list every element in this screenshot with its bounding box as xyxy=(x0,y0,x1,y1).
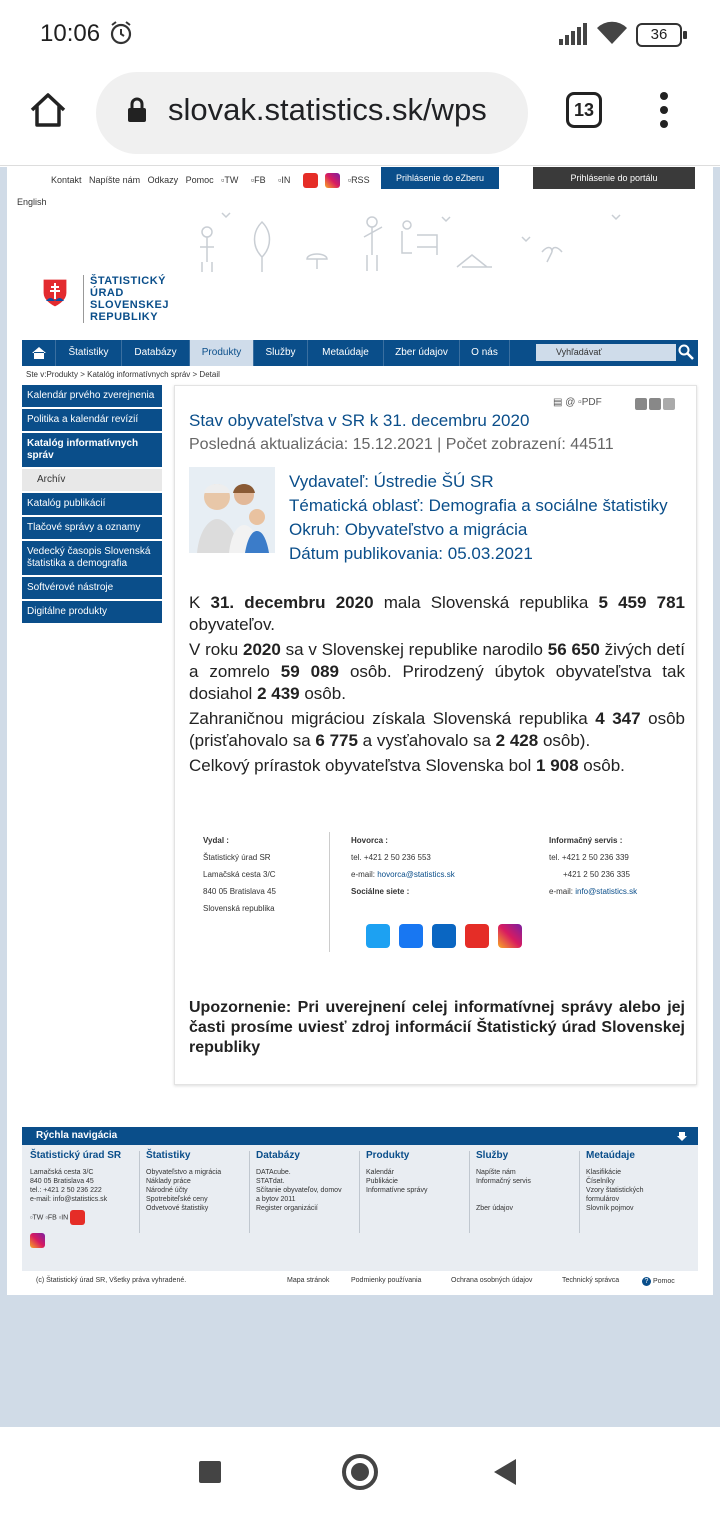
pdf-link[interactable]: ▫PDF xyxy=(578,397,602,408)
paragraph: Celkový prírastok obyvateľstva Slovenska bol 1 908 osôb. xyxy=(189,756,625,775)
help-link[interactable]: ? Pomoc xyxy=(642,1277,675,1286)
instagram-icon[interactable] xyxy=(498,924,522,948)
divider xyxy=(139,1151,140,1233)
quicknav-col xyxy=(256,1151,342,1213)
footer-link[interactable]: Ochrana osobných údajov xyxy=(451,1277,533,1284)
quicknav-heading[interactable]: Metaúdaje xyxy=(586,1150,635,1161)
search-icon[interactable] xyxy=(678,344,694,360)
quicknav-link[interactable]: Obyvateľstvo a migrácia xyxy=(146,1169,222,1176)
quicknav-col xyxy=(366,1151,427,1195)
sidenav-item[interactable]: Vedecký časopis Slovenská štatistika a demografia xyxy=(22,541,162,577)
quicknav-link[interactable]: Sčítanie obyvateľov, domov xyxy=(256,1187,342,1194)
search-input[interactable]: Vyhľadávať xyxy=(536,344,676,361)
quicknav-link[interactable]: STATdat. xyxy=(256,1178,285,1185)
article-updated: Posledná aktualizácia: 15.12.2021 | Počet zobrazení: 44511 xyxy=(189,436,614,453)
twitter-link[interactable]: ▫TW xyxy=(221,174,239,185)
quicknav-col xyxy=(586,1151,644,1213)
contact-line: +421 2 50 236 335 xyxy=(563,870,630,879)
footer-link[interactable]: Podmienky používania xyxy=(351,1277,422,1284)
spacer xyxy=(476,1195,531,1204)
instagram-icon[interactable] xyxy=(30,1233,45,1248)
sidenav-item[interactable]: Kalendár prvého zverejnenia xyxy=(22,385,162,409)
print-icon[interactable]: ▤ xyxy=(553,397,563,408)
quicknav-link[interactable]: Informačný servis xyxy=(476,1178,531,1185)
footer xyxy=(22,1271,698,1291)
alarm-icon xyxy=(108,20,134,46)
spacer xyxy=(476,1186,531,1195)
quick-navigation-title: Rýchla navigácia xyxy=(36,1130,118,1141)
contact-line: e-mail: hovorca@statistics.sk xyxy=(351,870,455,879)
contact-heading: Informačný servis : xyxy=(549,836,623,845)
logo-line: SLOVENSKEJ xyxy=(90,299,169,311)
rss-link[interactable]: ▫RSS xyxy=(347,174,370,185)
quicknav-col xyxy=(30,1151,121,1248)
meta-topic: Tématická oblasť: Demografia a sociálne štatistiky xyxy=(289,496,668,515)
facebook-link[interactable]: ▫FB xyxy=(250,174,266,185)
footer-link[interactable]: Mapa stránok xyxy=(287,1277,330,1284)
ezber-login-button[interactable]: Prihlásenie do eZberu xyxy=(381,167,499,189)
quicknav-link[interactable]: formulárov xyxy=(586,1196,620,1203)
facebook-icon[interactable] xyxy=(399,924,423,948)
logo-line: ŠTATISTICKÝ xyxy=(90,275,166,287)
logo-line: ÚRAD xyxy=(90,287,124,299)
quicknav-link[interactable]: Vzory štatistických xyxy=(586,1187,644,1194)
quicknav-link[interactable]: Národné účty xyxy=(146,1187,188,1194)
sidenav-item[interactable]: Softvérové nástroje xyxy=(22,577,162,601)
divider xyxy=(469,1151,470,1233)
sidenav-item[interactable]: Tlačové správy a oznamy xyxy=(22,517,162,541)
quicknav-heading[interactable]: Štatistiky xyxy=(146,1150,191,1161)
share-icons[interactable] xyxy=(635,398,677,410)
article-title: Stav obyvateľstva v SR k 31. decembru 2020 xyxy=(189,411,530,430)
android-nav-bar xyxy=(0,1427,720,1520)
quicknav-heading[interactable]: Služby xyxy=(476,1150,509,1161)
meta-publisher: Vydavateľ: Ústredie ŠÚ SR xyxy=(289,472,494,491)
divider xyxy=(329,832,330,952)
quicknav-link[interactable]: a bytov 2011 xyxy=(256,1196,296,1203)
quicknav-social-2 xyxy=(30,1233,121,1248)
meta-area: Okruh: Obyvateľstvo a migrácia xyxy=(289,520,528,539)
sidenav-item[interactable]: Digitálne produkty xyxy=(22,601,162,625)
quicknav-link[interactable]: Odvetvové štatistiky xyxy=(146,1205,209,1212)
contact-line: Slovenská republika xyxy=(203,904,275,913)
contact-line: 840 05 Bratislava 45 xyxy=(203,887,276,896)
download-arrow-icon[interactable] xyxy=(676,1130,688,1142)
divider xyxy=(359,1151,360,1233)
home-icon[interactable] xyxy=(28,90,68,130)
quick-navigation xyxy=(22,1145,698,1271)
quicknav-col xyxy=(476,1151,531,1213)
quicknav-heading[interactable]: Databázy xyxy=(256,1150,300,1161)
quicknav-link[interactable]: Kalendár xyxy=(366,1169,395,1176)
paragraph: K 31. decembru 2020 mala Slovenská republika 5 459 781 obyvateľov. xyxy=(189,593,685,634)
youtube-icon[interactable] xyxy=(465,924,489,948)
contact-heading: Sociálne siete : xyxy=(351,887,410,896)
youtube-icon[interactable] xyxy=(70,1210,85,1225)
nav-sluzby[interactable]: Služby xyxy=(254,340,308,366)
back-button[interactable] xyxy=(494,1459,516,1485)
nav-statistiky[interactable]: Štatistiky xyxy=(56,340,122,366)
article-photo xyxy=(189,467,275,553)
nav-metaudaje[interactable]: Metaúdaje xyxy=(308,340,384,366)
contact-heading: Hovorca : xyxy=(351,836,388,845)
link-napiste-nam[interactable]: Napíšte nám xyxy=(89,174,141,185)
coat-of-arms-icon xyxy=(41,277,69,309)
link-odkazy[interactable]: Odkazy xyxy=(147,174,179,185)
more-menu-icon[interactable] xyxy=(652,92,676,132)
paragraph: V roku 2020 sa v Slovenskej republike narodilo 56 650 živých detí a zomrelo 59 089 osôb. Prirodzený úbytok obyvateľstva tak dosiahol 2 439 osôb. xyxy=(189,640,685,703)
divider xyxy=(249,1151,250,1233)
contact-line: tel. +421 2 50 236 339 xyxy=(549,853,629,862)
status-time: 10:06 xyxy=(40,20,101,47)
copyright-text: (c) Štatistický úrad SR, Všetky práva vyhradené. xyxy=(36,1277,187,1284)
warning-note: Upozornenie: Pri uverejnení celej informatívnej správy alebo jej časti prosíme uviesť zdroj informácií Štatistický úrad Slovenskej republiky xyxy=(189,999,685,1056)
quicknav-line: tel.: +421 2 50 236 222 xyxy=(30,1187,102,1194)
youtube-icon[interactable] xyxy=(303,173,318,188)
twitter-link[interactable]: ▫TW xyxy=(30,1214,44,1222)
quicknav-link[interactable]: Informatívne správy xyxy=(366,1187,428,1194)
contact-heading: Vydal : xyxy=(203,836,229,845)
nav-o-nas[interactable]: O nás xyxy=(460,340,510,366)
quicknav-heading[interactable]: Štatistický úrad SR xyxy=(30,1150,122,1161)
quicknav-social xyxy=(30,1210,121,1225)
instagram-icon[interactable] xyxy=(325,173,340,188)
site-logo[interactable] xyxy=(83,275,169,323)
quicknav-line: e-mail: info@statistics.sk xyxy=(30,1196,108,1203)
lock-icon[interactable] xyxy=(126,96,148,124)
battery-icon: 36 xyxy=(636,23,682,47)
quicknav-link[interactable]: Náklady práce xyxy=(146,1178,191,1185)
breadcrumb[interactable]: Ste v:Produkty > Katalóg informatívnych správ > Detail xyxy=(26,370,220,379)
wifi-icon xyxy=(596,20,628,46)
browser-toolbar xyxy=(0,66,720,166)
recents-button[interactable] xyxy=(199,1461,221,1483)
nav-databazy[interactable]: Databázy xyxy=(122,340,190,366)
contact-line: tel. +421 2 50 236 553 xyxy=(351,853,431,862)
home-nav-button[interactable] xyxy=(22,340,56,366)
quicknav-link[interactable]: Register organizácií xyxy=(256,1205,318,1212)
linkedin-link[interactable]: ▫IN xyxy=(278,174,291,185)
article-body xyxy=(189,592,685,780)
nav-zber-udajov[interactable]: Zber údajov xyxy=(384,340,460,366)
side-navigation xyxy=(22,385,162,625)
meta-published: Dátum publikovania: 05.03.2021 xyxy=(289,544,533,563)
quicknav-link[interactable]: Číselníky xyxy=(586,1178,615,1185)
footer-link[interactable]: Technický správca xyxy=(562,1277,620,1284)
contact-line: e-mail: info@statistics.sk xyxy=(549,887,638,896)
facebook-link[interactable]: ▫FB xyxy=(45,1214,57,1222)
linkedin-link[interactable]: ▫IN xyxy=(58,1214,69,1222)
signal-icon xyxy=(558,22,588,46)
linkedin-icon[interactable] xyxy=(432,924,456,948)
sidenav-item-active[interactable]: Katalóg informatívnych správ xyxy=(22,433,162,469)
page-sheet xyxy=(7,167,713,1295)
portal-login-button[interactable]: Prihlásenie do portálu xyxy=(533,167,695,189)
contact-spokesman xyxy=(351,832,455,900)
quicknav-line: Lamačská cesta 3/C xyxy=(30,1169,94,1176)
contact-line: Lamačská cesta 3/C xyxy=(203,870,276,879)
info-email-link[interactable]: info@statistics.sk xyxy=(575,887,638,896)
sidenav-item[interactable]: Politika a kalendár revízií xyxy=(22,409,162,433)
quicknav-link[interactable]: DATAcube. xyxy=(256,1169,291,1176)
main-navigation xyxy=(22,340,698,366)
sidenav-item[interactable]: Katalóg publikácií xyxy=(22,493,162,517)
paragraph: Zahraničnou migráciou získala Slovenská republika 4 347 osôb (prisťahovalo sa 6 775 a vysťahovalo sa 2 428 osôb). xyxy=(189,709,685,750)
link-pomoc[interactable]: Pomoc xyxy=(185,174,214,185)
header-illustration xyxy=(192,207,642,287)
article-tools xyxy=(553,397,602,408)
quicknav-link[interactable]: Klasifikácie xyxy=(586,1169,622,1176)
tab-switcher-button[interactable]: 13 xyxy=(566,92,602,128)
spokesman-email-link[interactable]: hovorca@statistics.sk xyxy=(377,870,455,879)
email-icon[interactable]: @ xyxy=(565,397,576,408)
link-kontakt[interactable]: Kontakt xyxy=(51,174,82,185)
quicknav-line: 840 05 Bratislava 45 xyxy=(30,1178,94,1185)
quicknav-col xyxy=(146,1151,221,1213)
nav-produkty[interactable]: Produkty xyxy=(190,340,254,366)
quicknav-link[interactable]: Spotrebiteľské ceny xyxy=(146,1196,208,1203)
logo-line: REPUBLIKY xyxy=(90,311,159,323)
divider xyxy=(579,1151,580,1233)
contact-block xyxy=(189,832,689,972)
quicknav-link[interactable]: Zber údajov xyxy=(476,1205,513,1212)
contact-info-service xyxy=(549,832,637,900)
quicknav-link[interactable]: Publikácie xyxy=(366,1178,398,1185)
quick-navigation-header[interactable] xyxy=(22,1127,698,1145)
family-photo-icon xyxy=(189,467,275,553)
home-button[interactable] xyxy=(342,1454,378,1490)
web-page xyxy=(0,167,720,1427)
contact-line: Štatistický úrad SR xyxy=(203,853,271,862)
contact-issued xyxy=(203,832,276,917)
quicknav-link[interactable]: Napíšte nám xyxy=(476,1169,516,1176)
language-link[interactable]: English xyxy=(17,197,47,207)
url-text[interactable]: slovak.statistics.sk/wps xyxy=(168,92,487,127)
sidenav-subitem-archiv[interactable]: Archív xyxy=(22,469,162,493)
status-bar xyxy=(0,0,720,66)
quicknav-link[interactable]: Slovník pojmov xyxy=(586,1205,634,1212)
quicknav-heading[interactable]: Produkty xyxy=(366,1150,410,1161)
home-icon xyxy=(31,346,47,360)
article-meta xyxy=(289,470,668,566)
top-links xyxy=(51,173,380,188)
twitter-icon[interactable] xyxy=(366,924,390,948)
help-icon: ? xyxy=(642,1277,651,1286)
